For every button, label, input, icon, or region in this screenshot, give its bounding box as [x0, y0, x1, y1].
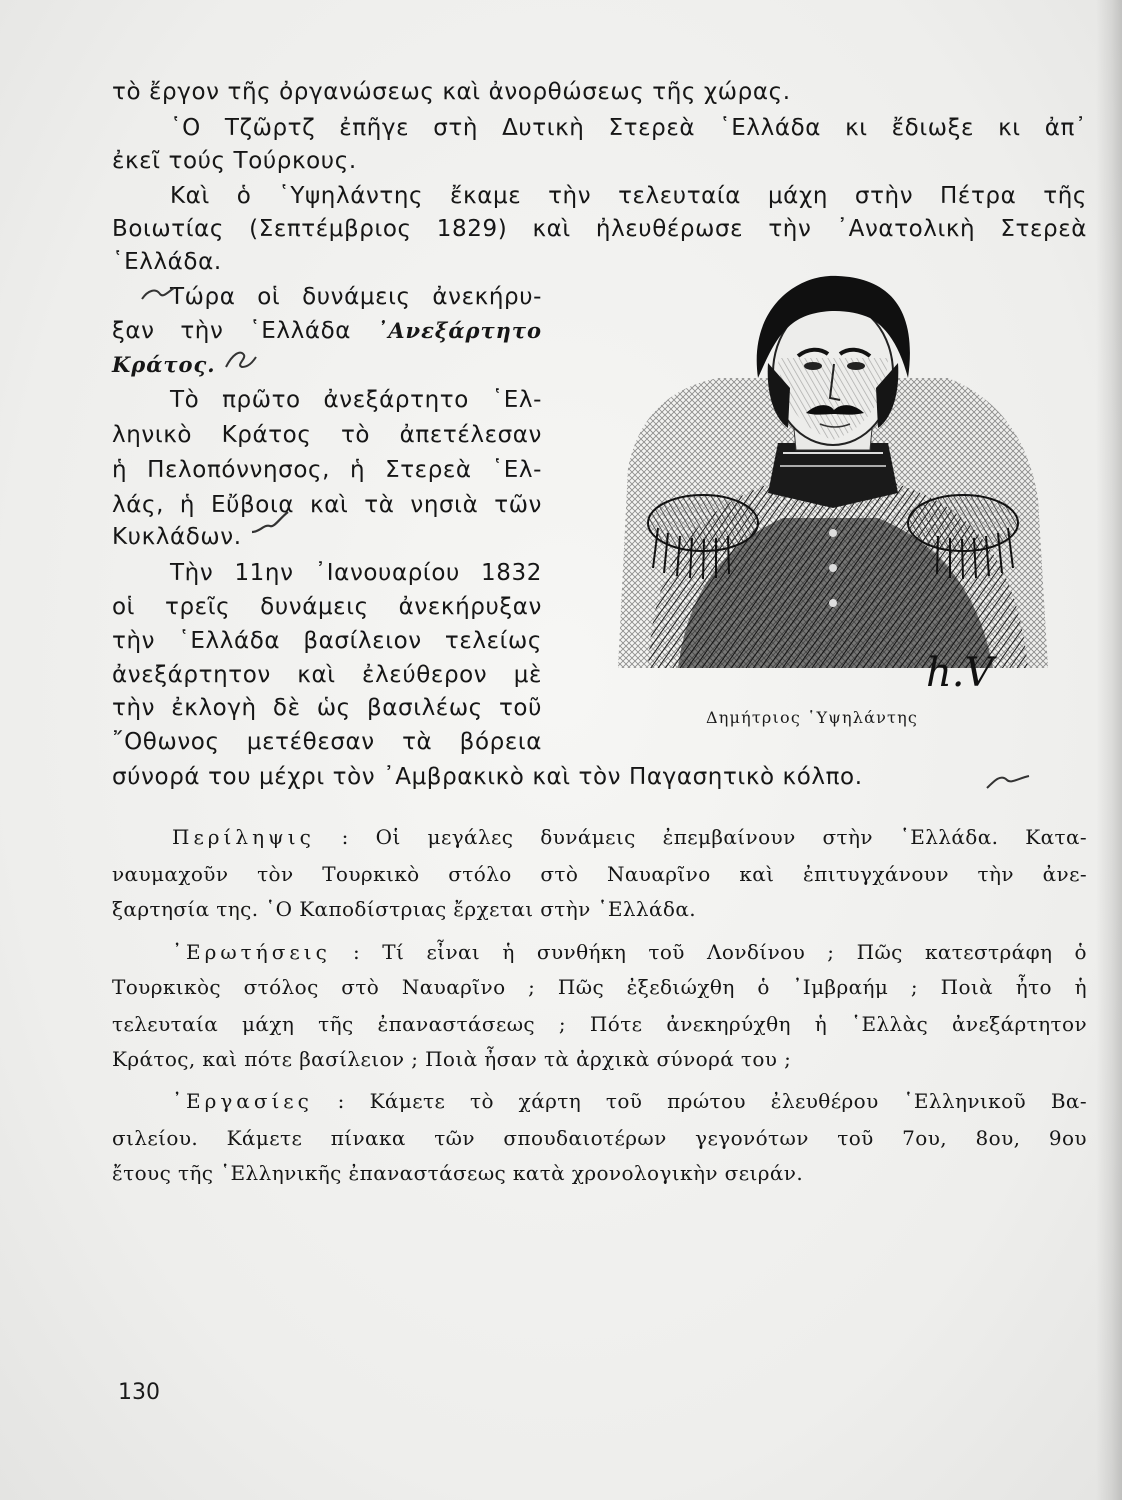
pen-mark-icon	[222, 345, 258, 373]
questions-line: τελευταία μάχη τῆς ἐπαναστάσεως ; Πότε ἀνεκηρύχθη ἡ ῾Ελλὰς ἀνεξάρτητον	[112, 1012, 1087, 1036]
tasks-line: ἔτους τῆς ῾Ελληνικῆς ἐπαναστάσεως κατὰ χρονολογικὴν σειράν.	[112, 1161, 804, 1185]
page-number: 130	[118, 1380, 160, 1405]
emphasis-text: ᾿Ανεξάρτητο	[376, 318, 542, 343]
figure-caption: Δημήτριος ῾Υψηλάντης	[705, 708, 919, 727]
text-line: ἐκεῖ τούς Τούρκους.	[112, 148, 357, 174]
text-line: Βοιωτίας (Σεπτέμβριος 1829) καὶ ἠλευθέρωσε τὴν ᾿Ανατολικὴ Στερεὰ	[112, 216, 1087, 242]
text-span: ξαν τὴν ῾Ελλάδα	[112, 318, 352, 344]
tasks-line: σιλείου. Κάμετε πίνακα τῶν σπουδαιοτέρων γεγονότων τοῦ 7ου, 8ου, 9ου	[112, 1126, 1087, 1150]
text-line: ἀνεξάρτητον καὶ ἐλεύθερον μὲ	[112, 662, 542, 688]
text-line: ῾Ελλάδα.	[112, 249, 222, 275]
emphasis-text: Κράτος.	[112, 352, 216, 377]
questions-line: ᾿Ερωτήσεις : Τί εἶναι ἡ συνθήκη τοῦ Λονδίνου ; Πῶς κατεστράφη ὁ	[172, 940, 1087, 964]
questions-text: Τί εἶναι ἡ συνθήκη τοῦ Λονδίνου ; Πῶς κατεστράφη ὁ	[382, 940, 1087, 964]
text-line	[112, 350, 216, 380]
pen-mark-icon	[985, 768, 1031, 794]
text-line: Τὴν 11ην ᾿Ιανουαρίου 1832	[170, 560, 542, 586]
text-line: Τὸ πρῶτο ἀνεξάρτητο ῾Ελ-	[170, 387, 542, 413]
text-line: ληνικὸ Κράτος τὸ ἀπετέλεσαν	[112, 422, 542, 448]
pen-mark-icon	[140, 282, 176, 304]
text-line	[112, 316, 542, 346]
text-line: τὴν ῾Ελλάδα βασίλειον τελείως	[112, 628, 542, 654]
text-line: οἱ τρεῖς δυνάμεις ἀνεκήρυξαν	[112, 594, 542, 620]
summary-text: Οἱ μεγάλες δυνάμεις ἐπεμβαίνουν στὴν ῾Ελλάδα. Κατα-	[375, 825, 1088, 849]
tasks-text: Κάμετε τὸ χάρτη τοῦ πρώτου ἐλευθέρου ῾Ελληνικοῦ Βα-	[369, 1089, 1088, 1113]
summary-label: Περίληψις	[172, 825, 315, 849]
text-line: τὴν ἐκλογὴ δὲ ὡς βασιλέως τοῦ	[112, 695, 542, 721]
text-line: σύνορά του μέχρι τὸν ᾿Αμβρακικὸ καὶ τὸν Παγασητικὸ κόλπο.	[112, 764, 863, 790]
tasks-label: ᾿Εργασίες	[172, 1089, 313, 1113]
text-line: τὸ ἔργον τῆς ὀργανώσεως καὶ ἀνορθώσεως τῆς χώρας.	[112, 79, 791, 105]
summary-line: ναυμαχοῦν τὸν Τουρκικὸ στόλο στὸ Ναυαρῖνο καὶ ἐπιτυγχάνουν τὴν ἀνε-	[112, 862, 1087, 886]
pen-mark-icon	[250, 510, 290, 538]
questions-label: ᾿Ερωτήσεις	[172, 940, 331, 964]
portrait-engraving	[608, 268, 1053, 698]
text-line: Καὶ ὁ ῾Υψηλάντης ἔκαμε τὴν τελευταία μάχη στὴν Πέτρα τῆς	[170, 183, 1087, 209]
questions-line: Κράτος, καὶ πότε βασίλειον ; Ποιὰ ἦσαν τὰ ἀρχικὰ σύνορά του ;	[112, 1047, 792, 1071]
tasks-line: ᾿Εργασίες : Κάμετε τὸ χάρτη τοῦ πρώτου ἐλευθέρου ῾Ελληνικοῦ Βα-	[172, 1089, 1088, 1113]
questions-line: Τουρκικὸς στόλος στὸ Ναυαρῖνο ; Πῶς ἐξεδιώχθη ὁ ᾿Ιμβραήμ ; Ποιὰ ἦτο ἡ	[112, 975, 1087, 999]
text-line: λάς, ἡ Εὔβοια καὶ τὰ νησιὰ τῶν	[112, 492, 542, 518]
text-line: ῾Ο Τζῶρτζ ἐπῆγε στὴ Δυτικὴ Στερεὰ ῾Ελλάδα κι ἔδιωξε κι ἀπ᾽	[170, 115, 1087, 141]
text-line: ἡ Πελοπόννησος, ἡ Στερεὰ ῾Ελ-	[112, 457, 542, 483]
text-line: ῎Οθωνος μετέθεσαν τὰ βόρεια	[112, 729, 542, 755]
text-line: Τώρα οἱ δυνάμεις ἀνεκήρυ-	[170, 284, 542, 310]
summary-line: ξαρτησία της. ῾Ο Καποδίστριας ἔρχεται στὴν ῾Ελλάδα.	[112, 897, 697, 921]
engraver-signature: h.V	[926, 650, 994, 696]
text-line: Κυκλάδων.	[112, 524, 242, 550]
page-edge-shadow	[1096, 0, 1122, 1500]
summary-line: Περίληψις : Οἱ μεγάλες δυνάμεις ἐπεμβαίνουν στὴν ῾Ελλάδα. Κατα-	[172, 825, 1088, 849]
